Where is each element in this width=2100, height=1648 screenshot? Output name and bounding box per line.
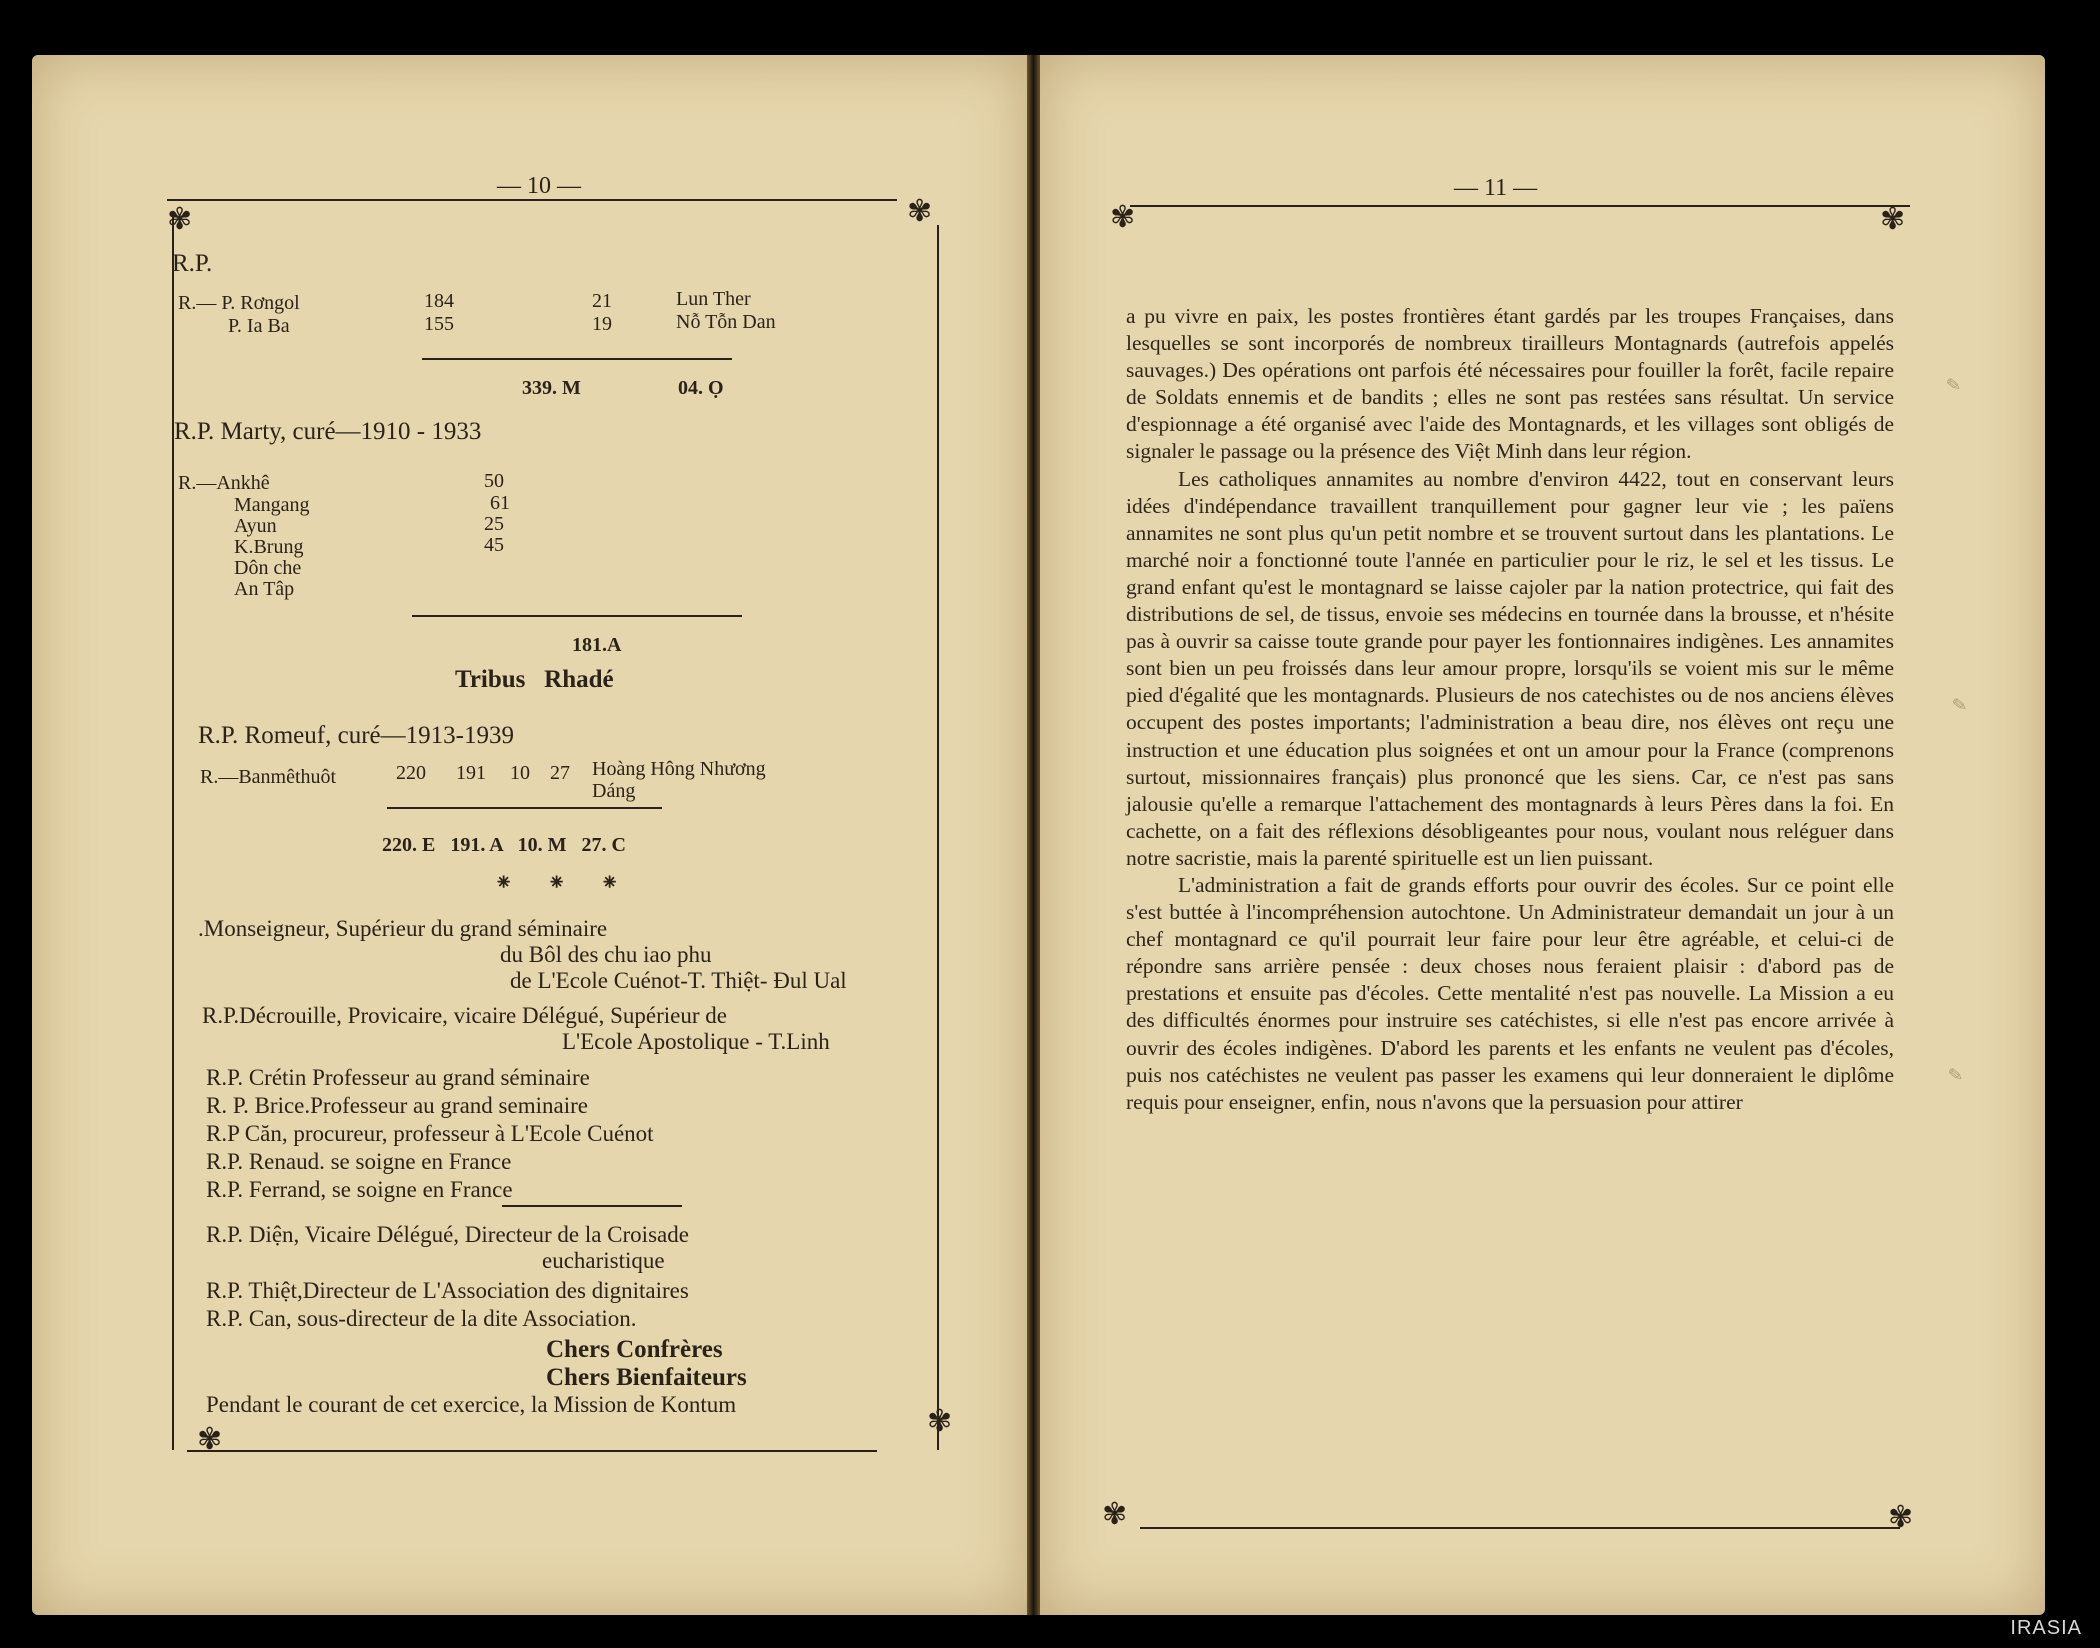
book-gutter bbox=[1027, 55, 1040, 1615]
rongol-v2: 21 bbox=[592, 290, 612, 312]
staff-line: R.P. Diện, Vicaire Délégué, Directeur de la Croisade bbox=[206, 1222, 689, 1247]
marty-value: 50 bbox=[484, 470, 504, 492]
marty-value: 45 bbox=[484, 534, 504, 556]
corner-ornament-icon: ✾ bbox=[167, 202, 193, 237]
page-number-11: — 11 — bbox=[1454, 175, 1538, 201]
staff-line: R.P Căn, procureur, professeur à L'Ecole Cuénot bbox=[206, 1121, 654, 1146]
chers-confreres: Chers Confrères bbox=[546, 1336, 723, 1363]
staff-line: eucharistique bbox=[542, 1248, 665, 1273]
staff-line: R.P. Thiệt,Directeur de L'Association des dignitaires bbox=[206, 1278, 689, 1303]
section-rule bbox=[502, 1205, 682, 1207]
marty-row: R.—Ankhê bbox=[178, 472, 270, 494]
corner-ornament-icon: ✾ bbox=[1110, 200, 1136, 235]
banme-name: R.—Banmêthuôt bbox=[200, 766, 337, 788]
banme-v1: 220 bbox=[396, 762, 426, 784]
corner-ornament-icon: ✾ bbox=[927, 1404, 953, 1439]
margin-annotation: ✎ bbox=[1946, 1064, 1965, 1087]
tribus-heading: Tribus Rhadé bbox=[455, 666, 614, 693]
corner-ornament-icon: ✾ bbox=[907, 194, 933, 229]
rongol-person: Lun Ther bbox=[676, 288, 751, 310]
staff-line: R. P. Brice.Professeur au grand seminaire bbox=[206, 1093, 588, 1118]
total1-b: 04. Ọ bbox=[678, 377, 724, 399]
banme-person: Hoàng Hông Nhương bbox=[592, 758, 766, 780]
corner-ornament-icon: ✾ bbox=[1102, 1497, 1128, 1532]
marty-row: Mangang bbox=[234, 494, 310, 516]
banme-v4: 27 bbox=[550, 762, 570, 784]
rongol-name: R.— P. Rơngol bbox=[178, 292, 300, 314]
staff-line: de L'Ecole Cuénot-T. Thiệt- Đul Ual bbox=[510, 968, 847, 993]
staff-line: R.P. Can, sous-directeur de la dite Association. bbox=[206, 1306, 637, 1331]
margin-annotation: ✎ bbox=[1950, 694, 1969, 717]
banme-person-2: Dáng bbox=[592, 780, 636, 802]
paragraph-3: L'administration a fait de grands efforts pour ouvrir des écoles. Sur ce point elle s'est buttée à l'incompréhension autochtone. Un Administrateur demandait un jour à un chef montagnard ce qu'il pourrait leur faire pour leur être agréable, et celui-ci de répondre sans arrière pensée : deux choses nous feraient plaisir : d'abord pas de prestations et ensuite pas d'écoles. Cette mentalité n'est pas nouvelle. La Mission a eu des difficultés énormes pour instruire ses catéchistes, si elle n'est pas encore arrivée à ouvrir des écoles indigènes. D'abord les parents et les enfants ne veulent pas d'écoles, puis nos catéchistes ne veulent pas passer les examens qui leur donneraient le diplôme requis pour enseigner, enfin, nous n'avons que la persuasion pour attirer bbox=[1126, 872, 1894, 1114]
paragraph-2: Les catholiques annamites au nombre d'environ 4422, tout en conservant leurs idées d'indépendance travaillent tranquillement pour gagner leur vie ; les païens annamites ne sont plus qu'un petit nombre et se trouvent surtout dans les plantations. Le marché noir a fonctionné toute l'année en particulier pour le riz, le sel et les tissus. Le grand enfant qu'est le montagnard se laisse cajoler par la nation protectrice, qui fait des distributions de sel, de tissus, envoie ses médecins en tournée dans la brousse, et n'hésite pas à ouvrir sa caisse toute grande pour payer les fontionnaires indigènes. Les annamites sont bien un peu froissés dans leur amour propre, lorsqu'ils se voient mis sur le même pied d'égalité que les montagnards. Plusieurs de nos catechistes ou de nos anciens élèves occupent des postes importants; l'administration a beau dire, nos élèves ont reçu une instruction et une éducation plus soignées et ont un amour pour la France (comprenons surtout, missionnaires français) plus prononcé que les siens. Car, ce n'est pas sans jalousie qu'elle a remarque l'attachement des montagnards à leurs Pères dans la foi. En cachette, on a fait des réflexions désobligeantes pour nous, voulant nous reléguer dans notre sacristie, mais la parenté spirituelle est un lien puissant. bbox=[1126, 466, 1894, 870]
marty-value: 25 bbox=[484, 513, 504, 535]
frame-top-line bbox=[1130, 205, 1910, 207]
total3: 220. E 191. A 10. M 27. C bbox=[382, 834, 626, 856]
banme-v2: 191 bbox=[456, 762, 486, 784]
romeuf-heading: R.P. Romeuf, curé—1913-1939 bbox=[198, 722, 514, 749]
corner-ornament-icon: ✾ bbox=[197, 1422, 223, 1457]
closing-line: Pendant le courant de cet exercice, la Mission de Kontum bbox=[206, 1392, 737, 1417]
staff-line: R.P. Ferrand, se soigne en France bbox=[206, 1177, 513, 1202]
corner-ornament-icon: ✾ bbox=[1888, 1500, 1914, 1535]
ornament-stars-icon: ⁕ ⁕ ⁕ bbox=[494, 870, 634, 895]
page-number-10: — 10 — bbox=[497, 173, 581, 199]
total-rule bbox=[412, 615, 742, 617]
staff-line: R.P. Renaud. se soigne en France bbox=[206, 1149, 512, 1174]
staff-line: L'Ecole Apostolique - T.Linh bbox=[562, 1029, 830, 1054]
frame-right-line bbox=[937, 225, 939, 1450]
rp-header: R.P. bbox=[172, 250, 213, 277]
marty-row: Dôn che bbox=[234, 557, 302, 579]
frame-left-line bbox=[172, 215, 174, 1450]
staff-line: du Bôl des chu iao phu bbox=[500, 942, 712, 967]
marty-row: Ayun bbox=[234, 515, 277, 537]
banme-v3: 10 bbox=[510, 762, 530, 784]
staff-line: .Monseigneur, Supérieur du grand séminaire bbox=[198, 916, 608, 941]
frame-top-line bbox=[167, 199, 897, 201]
total1-a: 339. M bbox=[522, 377, 581, 399]
rongol-v1: 184 bbox=[424, 290, 454, 312]
iaba-person: Nỗ Tỗn Dan bbox=[676, 311, 776, 333]
body-text bbox=[1126, 303, 1894, 1116]
marty-row: An Tâp bbox=[234, 578, 295, 600]
total-rule bbox=[387, 807, 662, 809]
total2: 181.A bbox=[572, 634, 622, 656]
marty-heading: R.P. Marty, curé—1910 - 1933 bbox=[174, 418, 482, 445]
marty-value: 61 bbox=[490, 492, 510, 514]
staff-line: R.P. Crétin Professeur au grand séminaire bbox=[206, 1065, 590, 1090]
left-page bbox=[32, 55, 1027, 1615]
paragraph-1: a pu vivre en paix, les postes frontières étant gardés par les troupes Françaises, dans lesquelles se sont incorporés de nombreux tirailleurs Montagnards (autrefois appelés sauvages.) Des opérations ont parfois été nécessaires pour fouiller la forêt, facile repaire de Soldats ennemis et de bandits ; elles ne sont pas restées sans résultat. Un service d'espionnage a été organisé avec l'aide des Montagnards, et les villages sont obligés de signaler le passage ou la présence des Việt Minh dans leur région. bbox=[1126, 304, 1894, 464]
frame-bottom-line bbox=[187, 1450, 877, 1452]
iaba-name: P. Ia Ba bbox=[228, 315, 290, 337]
margin-annotation: ✎ bbox=[1944, 374, 1963, 397]
right-page bbox=[1040, 55, 2045, 1615]
corner-ornament-icon: ✾ bbox=[1880, 202, 1906, 237]
chers-bienfaiteurs: Chers Bienfaiteurs bbox=[546, 1364, 747, 1391]
staff-line: R.P.Décrouille, Provicaire, vicaire Délégué, Supérieur de bbox=[202, 1003, 727, 1028]
total-rule bbox=[422, 358, 732, 360]
frame-bottom-line bbox=[1140, 1527, 1900, 1529]
iaba-v1: 155 bbox=[424, 313, 454, 335]
watermark: IRASIA bbox=[2010, 1617, 2082, 1639]
iaba-v2: 19 bbox=[592, 313, 612, 335]
marty-row: K.Brung bbox=[234, 536, 304, 558]
